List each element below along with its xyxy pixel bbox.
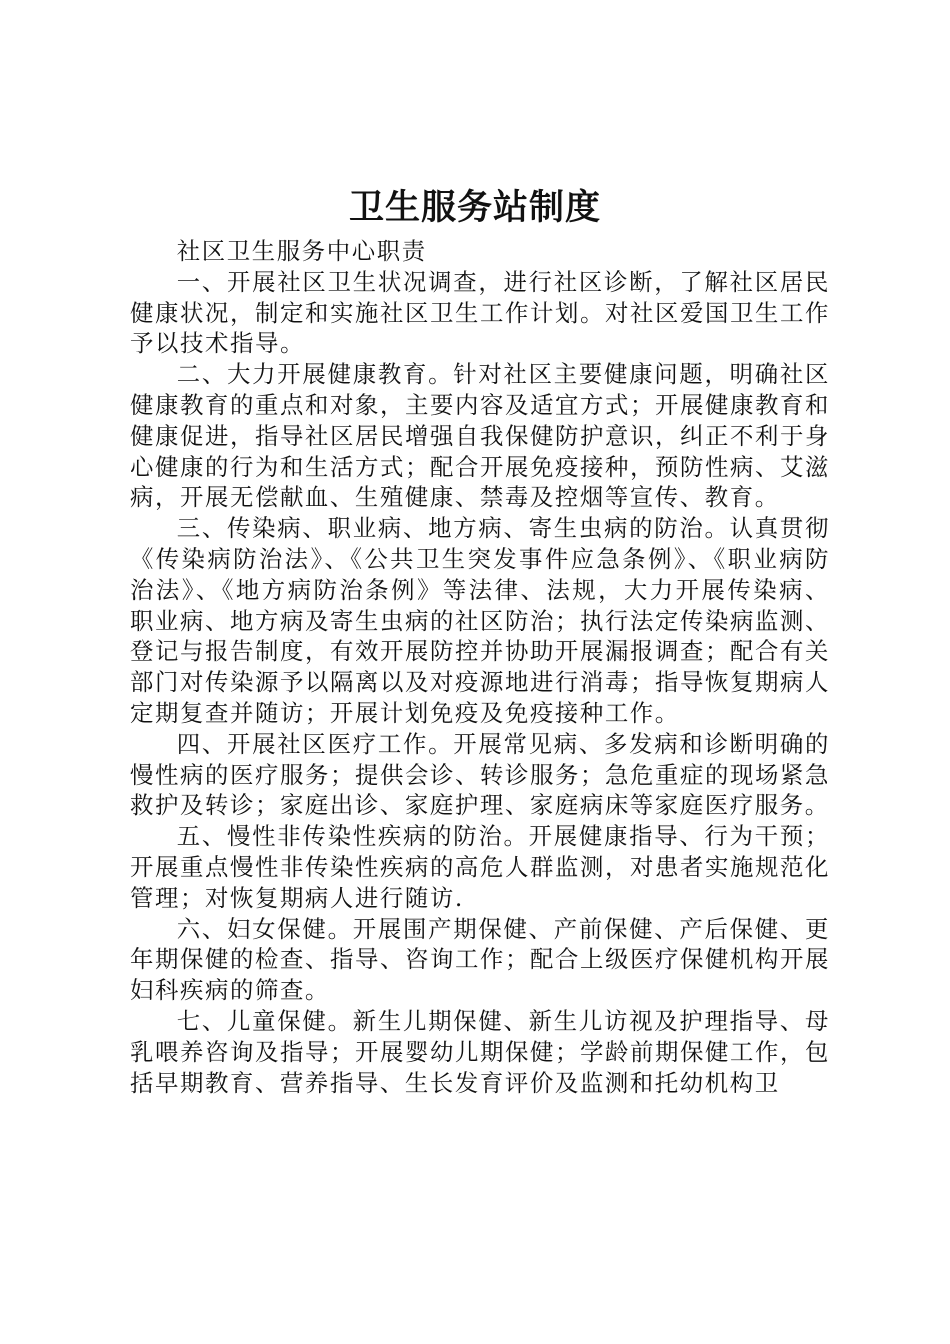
paragraph-4: 四、开展社区医疗工作。开展常见病、多发病和诊断明确的慢性病的医疗服务；提供会诊、转诊服务；急危重症的现场紧急救护及转诊；家庭出诊、家庭护理、家庭病床等家庭医疗服务。 [130,729,830,820]
document-title: 卫生服务站制度 [348,188,601,228]
document-body [130,236,830,1098]
paragraph-1: 一、开展社区卫生状况调查，进行社区诊断，了解社区居民健康状况，制定和实施社区卫生工作计划。对社区爱国卫生工作予以技术指导。 [130,267,830,358]
paragraph-7: 七、儿童保健。新生儿期保健、新生儿访视及护理指导、母乳喂养咨询及指导；开展婴幼儿期保健；学龄前期保健工作，包括早期教育、营养指导、生长发育评价及监测和托幼机构卫 [130,1006,830,1097]
paragraph-6: 六、妇女保健。开展围产期保健、产前保健、产后保健、更年期保健的检查、指导、咨询工作；配合上级医疗保健机构开展妇科疾病的筛查。 [130,914,830,1005]
paragraph-2: 二、大力开展健康教育。针对社区主要健康问题，明确社区健康教育的重点和对象，主要内容及适宜方式；开展健康教育和健康促进，指导社区居民增强自我保健防护意识，纠正不利于身心健康的行为和生活方式；配合开展免疫接种，预防性病、艾滋病，开展无偿献血、生殖健康、禁毒及控烟等宣传、教育。 [130,360,830,512]
section-heading: 社区卫生服务中心职责 [176,237,427,265]
paragraph-5: 五、慢性非传染性疾病的防治。开展健康指导、行为干预；开展重点慢性非传染性疾病的高危人群监测，对患者实施规范化管理；对恢复期病人进行随访. [130,822,830,912]
paragraph-3: 三、传染病、职业病、地方病、寄生虫病的防治。认真贯彻《传染病防治法》、《公共卫生突发事件应急条例》、《职业病防治法》、《地方病防治条例》等法律、法规，大力开展传染病、职业病、地方病及寄生虫病的社区防治；执行法定传染病监测、登记与报告制度，有效开展防控并协助开展漏报调查；配合有关部门对传染源予以隔离以及对疫源地进行消毒；指导恢复期病人定期复查并随访；开展计划免疫及免疫接种工作。 [130,514,830,727]
